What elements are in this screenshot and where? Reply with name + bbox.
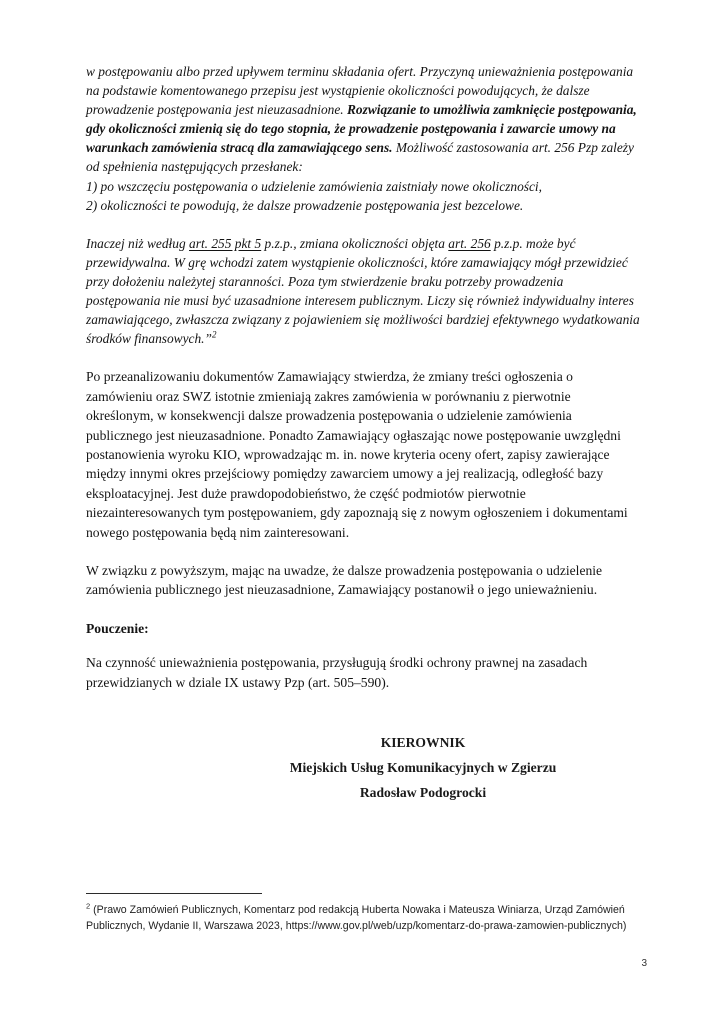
quote-para1-trailing-text: Możliwość zastosowania art. 256 Pzp zależy od spełnienia następujących przesłanek: [86,140,634,175]
quote-list-item-1: 1) po wszczęciu postępowania o udzielenie zamówienia zaistniały nowe okoliczności, [86,178,542,194]
body-text-block [86,367,640,692]
section-spacer-4 [86,638,640,653]
quote-list-item-2: 2) okoliczności te powodują, że dalsze prowadzenie postępowania jest bezcelowe. [86,197,524,213]
quote-para1-emphasis-text: Rozwiązanie to umożliwia zamknięcie postępowania, gdy okoliczności zmienią się do tego stopnia, że prowadzenie postępowania i zawarcie umowy na warunkach zamówienia stracą dla zamawiającego sens. [86,102,637,156]
quote-paragraph-1 [86,62,640,177]
signature-organization: Miejskich Usług Komunikacyjnych w Zgierzu [289,760,557,775]
section-spacer-2 [86,542,640,561]
statute-reference-art-255: art. 255 pkt 5 [189,235,262,251]
paragraph-conclusion: W związku z powyższym, mając na uwadze, że dalsze prowadzenia postępowania o udzielenie zamówienia publicznego jest nieuzasadnione, Zamawiający postanowił o jego unieważnieniu. [86,562,603,598]
quote-para2-segment-3: p.z.p. może być przewidywalna. W grę wchodzi zatem wystąpienie okoliczności, które zamawiający mógł przewidzieć przy dołożeniu należytej staranności. Poza tym stwierdzenie braku potrzeby prowadzenia postępowania nie musi być uzasadnione interesem publicznym. Liczy się również indywidualny interes zamawiającego, zwłaszcza związany z pojawieniem się możliwości bardziej efektywnego wydatkowania środków finansowych.” [86,235,640,347]
footnote-separator-rule [86,893,262,894]
signature-block [86,730,640,805]
quote-para2-segment-1: Inaczej niż według [86,235,190,251]
signature-name: Radosław Podogrocki [359,785,487,800]
footnote-entry [86,902,640,934]
footnote-reference-marker: 2 [211,329,217,340]
section-spacer-1 [86,348,640,367]
section-spacer-3 [86,600,640,619]
signature-title: KIEROWNIK [380,735,466,750]
heading-pouczenie: Pouczenie: [86,620,149,636]
paragraph-pouczenie: Na czynność unieważnienia postępowania, przysługują środki ochrony prawnej na zasadach przewidzianych w dziale IX ustawy Pzp (art. 505–590). [86,655,588,690]
quote-para1-lead-text: w postępowaniu albo przed upływem terminu składania ofert. Przyczyną unieważnienia postępowania na podstawie komentowanego przepisu jest wystąpienie okoliczności powodujących, że dalsze prowadzenie postępowania jest nieuzasadnione. [86,64,634,118]
quote-paragraph-2 [86,234,640,349]
page-content [86,62,640,805]
quote-para2-segment-2: p.z.p., zmiana okoliczności objęta [261,235,449,251]
paragraph-analysis: Po przeanalizowaniu dokumentów Zamawiający stwierdza, że zmiany treści ogłoszenia o zamówieniu oraz SWZ istotnie zmieniają zakres zamówienia w porównaniu z pierwotnie określonym, w konsekwencji dalsze prowadzenia postępowania o udzielenie zamówienia publicznego jest nieuzasadnione. Ponadto Zamawiający ogłaszając nowe postępowanie uwzględni postanowienia wyroku KIO, wprowadzając m. in. nowe kryteria oceny ofert, zapisy zawierające między innymi okres przejściowy pomiędzy zawarciem umowy a jej realizacją, odległość bazy eksploatacyjnej. Jest duże prawdopodobieństwo, że część podmiotów pierwotnie niezainteresowanych tym postępowaniem, gdy zapoznają się z nowym ogłoszeniem i dokumentami nowego postępowania będą nim zainteresowani. [86,369,628,540]
footnote-number: 2 [86,901,91,911]
quoted-commentary-block [86,62,640,348]
statute-reference-art-256: art. 256 [448,235,491,251]
quote-paragraph-spacer [86,215,640,234]
footnote-area [86,893,640,934]
page-number: 3 [641,958,647,969]
footnote-citation-text: (Prawo Zamówień Publicznych, Komentarz pod redakcją Huberta Nowaka i Mateusza Winiarza, Urząd Zamówień Publicznych, Wydanie II, Warszawa 2023, https://www.gov.pl/web/uzp/komentarz-do-prawa-zamowien-publicznych) [86,904,627,933]
